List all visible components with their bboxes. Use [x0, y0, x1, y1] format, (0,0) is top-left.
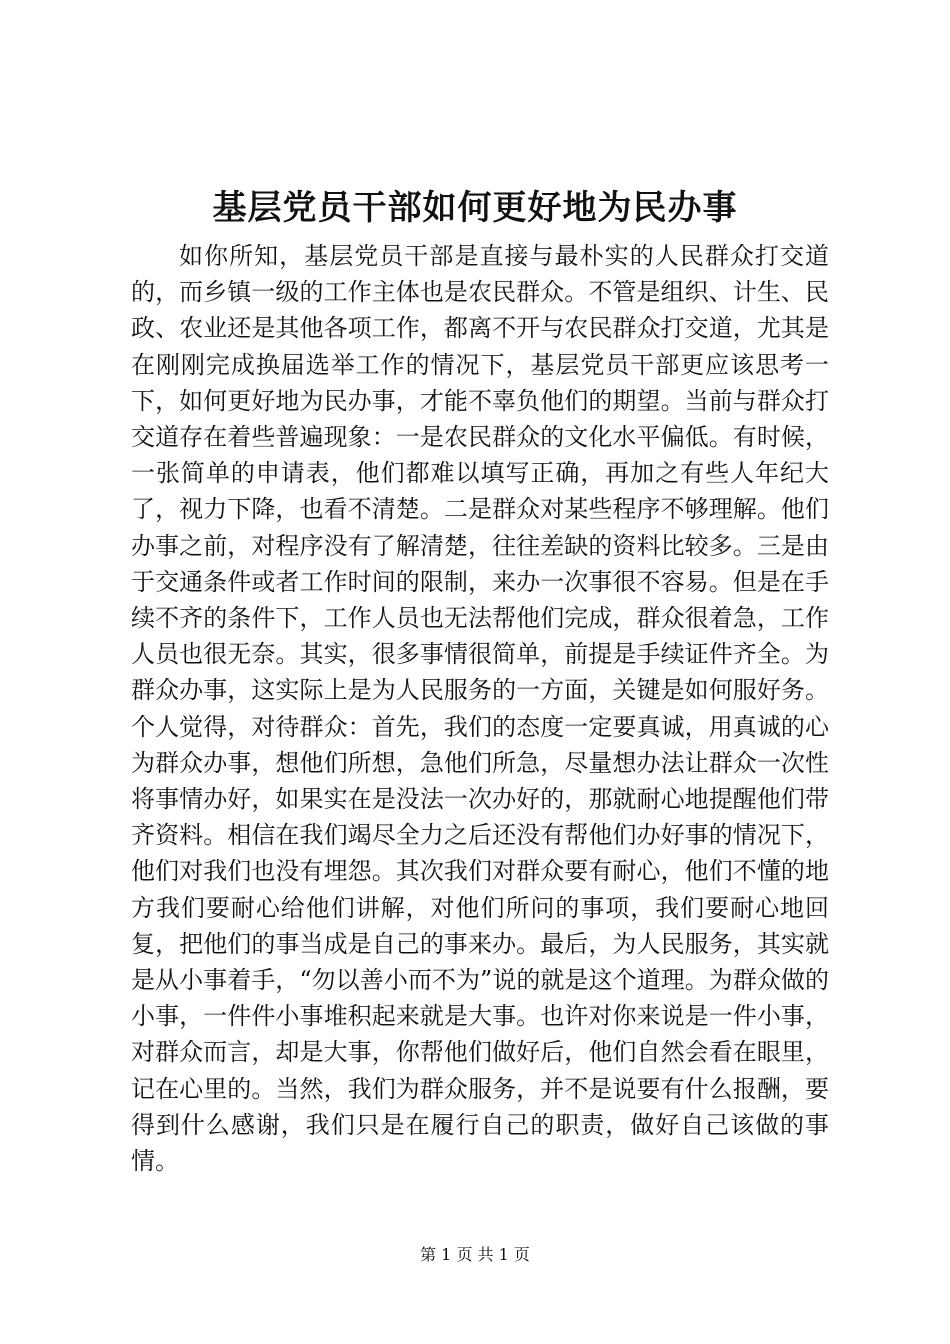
document-body: 如你所知，基层党员干部是直接与最朴实的人民群众打交道的，而乡镇一级的工作主体也是农民群众。不管是组织、计生、民政、农业还是其他各项工作，都离不开与农民群众打交道，尤其是在刚刚完成换届选举工作的情况下，基层党员干部更应该思考一下，如何更好地为民办事，才能不辜负他们的期望。当前与群众打交道存在着些普遍现象：一是农民群众的文化水平偏低。有时候，一张简单的申请表，他们都难以填写正确，再加之有些人年纪大了，视力下降，也看不清楚。二是群众对某些程序不够理解。他们办事之前，对程序没有了解清楚，往往差缺的资料比较多。三是由于交通条件或者工作时间的限制，来办一次事很不容易。但是在手续不齐的条件下，工作人员也无法帮他们完成，群众很着急，工作人员也很无奈。其实，很多事情很简单，前提是手续证件齐全。为群众办事，这实际上是为人民服务的一方面，关键是如何服好务。个人觉得，对待群众：首先，我们的态度一定要真诚，用真诚的心为群众办事，想他们所想，急他们所急，尽量想办法让群众一次性将事情办好，如果实在是没法一次办好的，那就耐心地提醒他们带齐资料。相信在我们竭尽全力之后还没有帮他们办好事的情况下，他们对我们也没有埋怨。其次我们对群众要有耐心，他们不懂的地方我们要耐心给他们讲解，对他们所问的事项，我们要耐心地回复，把他们的事当成是自己的事来办。最后，为人民服务，其实就是从小事着手，“勿以善小而不为”说的就是这个道理。为群众做的小事，一件件小事堆积起来就是大事。也许对你来说是一件小事，对群众而言，却是大事，你帮他们做好后，他们自然会看在眼里，记在心里的。当然，我们为群众服务，并不是说要有什么报酬，要得到什么感谢，我们只是在履行自己的职责，做好自己该做的事情。 — [131, 242, 829, 1176]
document-title: 基层党员干部如何更好地为民办事 — [212, 188, 738, 228]
page-footer: 第 1 页 共 1 页 — [420, 1245, 530, 1264]
